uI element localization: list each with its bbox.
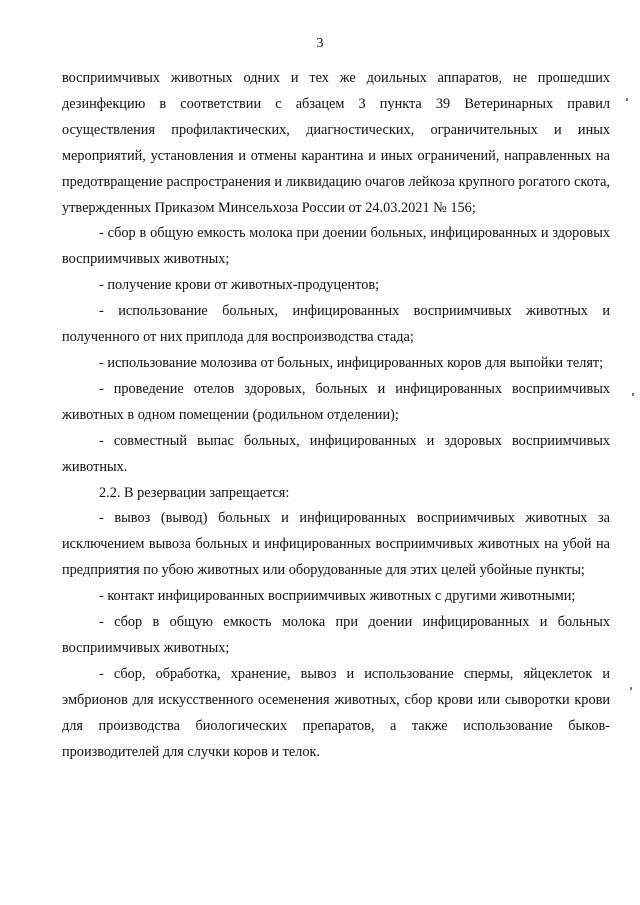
scan-artifact [626,98,628,101]
document-body [62,66,610,765]
scan-artifact [632,393,634,396]
list-item-milk-collection: - сбор в общую емкость молока при доении больных, инфицированных и здоровых восприимчивых животных; [62,225,610,268]
list-item-colostrum: - использование молозива от больных, инфицированных коров для выпойки телят; [99,354,604,371]
scan-artifact [630,687,632,690]
list-item-calving: - проведение отелов здоровых, больных и инфицированных восприимчивых животных в одном помещении (родильном отделении); [62,380,610,423]
list-item-milk-infected: - сбор в общую емкость молока при доении инфицированных и больных восприимчивых животных; [62,614,610,656]
page-number: 3 [316,36,324,51]
list-item-blood-donors: - получение крови от животных-продуцентов; [99,277,380,294]
section-heading-2-2: 2.2. В резервации запрещается: [99,484,290,501]
list-item-grazing: - совместный выпас больных, инфицированных и здоровых восприимчивых животных. [62,432,610,475]
list-item-breeding: - использование больных, инфицированных восприимчивых животных и полученного от них приплода для воспроизводства стада; [62,303,610,346]
list-item-contact: - контакт инфицированных восприимчивых животных с другими животными; [99,588,576,605]
list-item-removal: - вывоз (вывод) больных и инфицированных восприимчивых животных за исключением вывоза больных и инфицированных восприимчивых животных на убой на предприятия по убою животных или оборудованные для этих целей убойные пункты; [62,510,610,579]
list-item-semen-embryos: - сбор, обработка, хранение, вывоз и использование спермы, яйцеклеток и эмбрионов для искусственного осеменения животных, сбор крови или сыворотки крови для производства биологических препаратов, а также использование быков-производителей для случки коров и телок. [62,665,610,760]
paragraph-continuation: восприимчивых животных одних и тех же доильных аппаратов, не прошедших дезинфекцию в соответствии с абзацем 3 пункта 39 Ветеринарных правил осуществления профилактических, диагностических, ограничительных и иных мероприятий, установления и отмены карантина и иных ограничений, направленных на предотвращение распространения и ликвидацию очагов лейкоза крупного рогатого скота, утвержденных Приказом Минсельхоза России от 24.03.2021 № 156; [62,70,610,216]
